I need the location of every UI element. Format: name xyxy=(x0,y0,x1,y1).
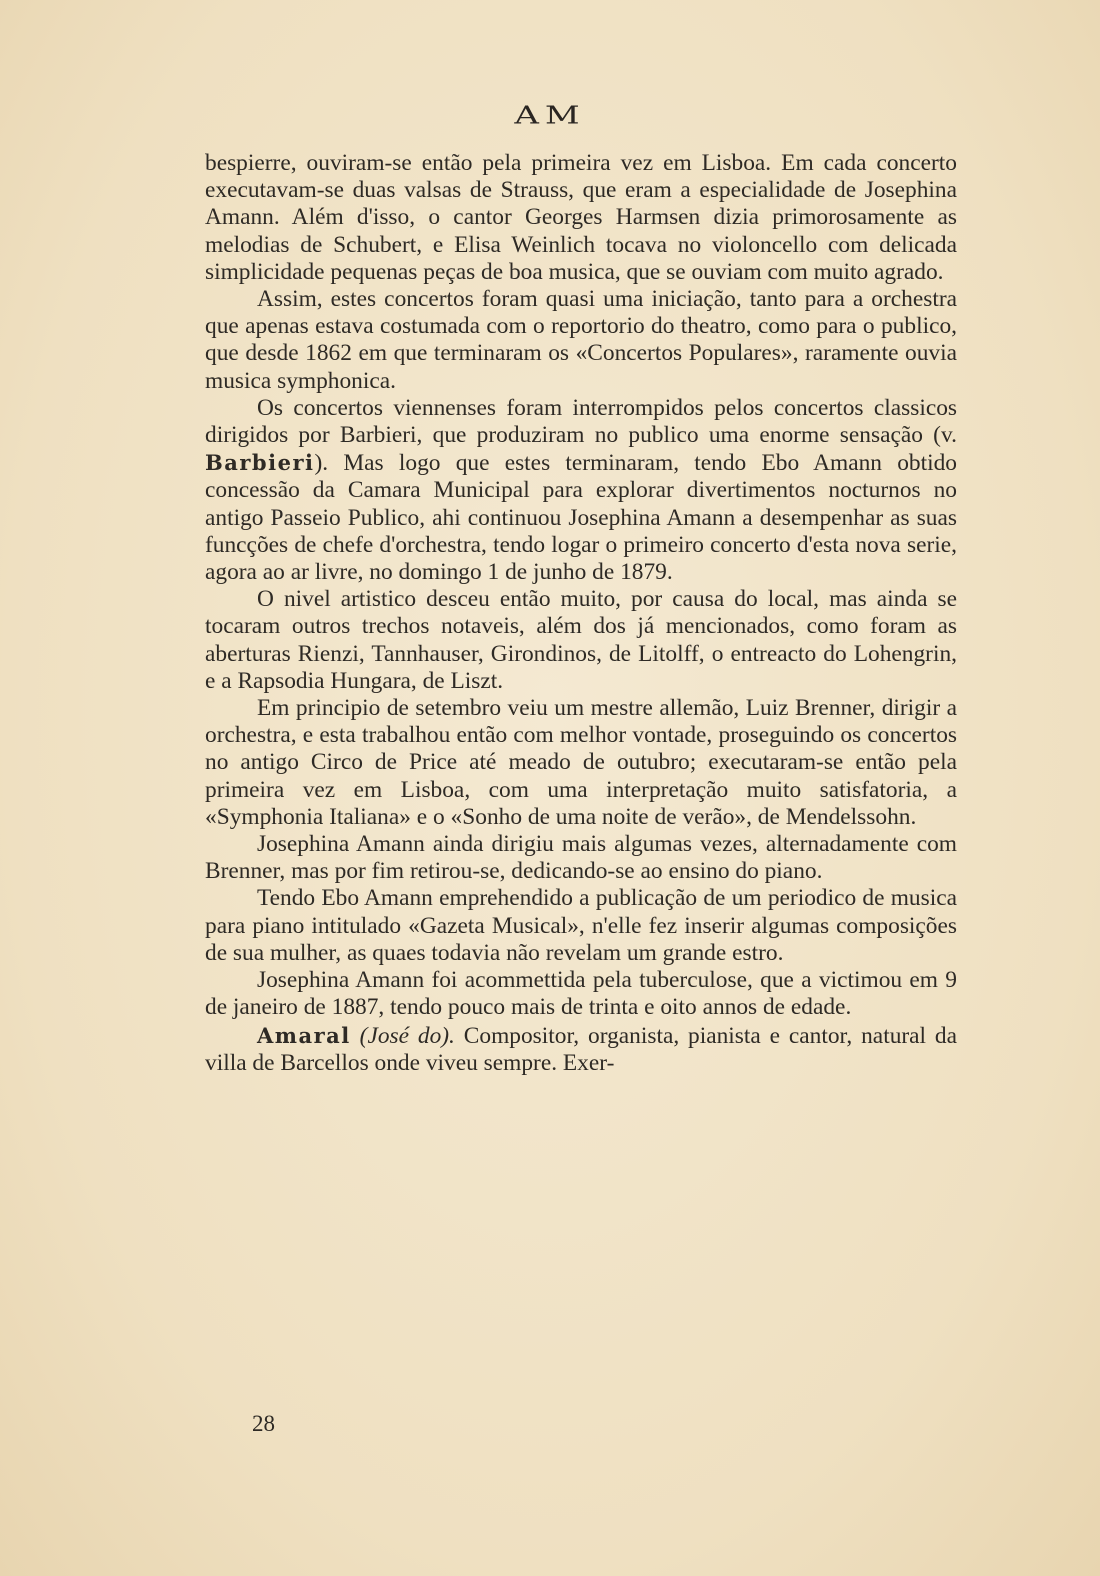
paragraph: Assim, estes concertos foram quasi uma iniciação, tanto para a orchestra que apenas estava costumada com o reportorio do theatro, como para o publico, que desde 1862 em que terminaram os «Concertos Populares», raramente ouvia musica symphonica. xyxy=(205,286,957,394)
entry-headword: Amaral xyxy=(257,1022,351,1048)
dictionary-entry xyxy=(205,1022,957,1077)
paragraph-continuation: bespierre, ouviram-se então pela primeira vez em Lisboa. Em cada concerto executavam-se duas valsas de Strauss, que eram a especialidade de Josephina Amann. Além d'isso, o cantor Georges Harmsen dizia primorosamente as melodias de Schubert, e Elisa Weinlich tocava no violoncello com delicada simplicidade pequenas peças de boa musica, que se ouviam com muito agrado. xyxy=(205,150,957,285)
body-text xyxy=(205,150,957,1077)
entry-text: Compositor, organista, pianista e cantor, natural da villa de Barcellos onde viveu sempre. Exer- xyxy=(205,1022,957,1076)
entry-qualifier: (José do). xyxy=(359,1022,455,1049)
paragraph xyxy=(205,395,957,586)
paragraph: Josephina Amann foi acommettida pela tuberculose, que a victimou em 9 de janeiro de 1887, tendo pouco mais de trinta e oito annos de edade. xyxy=(205,967,957,1021)
paragraph-text: Os concertos viennenses foram interrompidos pelos concertos classicos dirigidos por Barbieri, que produziram no publico uma enorme sensação (v. xyxy=(205,394,957,449)
cross-reference: Barbieri xyxy=(205,450,315,476)
paragraph: Tendo Ebo Amann emprehendido a publicação de um periodico de musica para piano intitulado «Gazeta Musical», n'elle fez inserir algumas composições de sua mulher, as quaes todavia não revelam um grande estro. xyxy=(205,885,957,966)
running-head: AM xyxy=(514,102,586,130)
paragraph-text: ). Mas logo que estes terminaram, tendo Ebo Amann obtido concessão da Camara Municipal para explorar divertimentos nocturnos no antigo Passeio Publico, ahi continuou Josephina Amann a desempenhar as suas funcções de chefe d'orchestra, tendo logar o primeiro concerto d'esta nova serie, agora ao ar livre, no domingo 1 de junho de 1879. xyxy=(205,450,957,586)
paragraph: Josephina Amann ainda dirigiu mais algumas vezes, alternadamente com Brenner, mas por fim retirou-se, dedicando-se ao ensino do piano. xyxy=(205,831,957,885)
paragraph: Em principio de setembro veiu um mestre allemão, Luiz Brenner, dirigir a orchestra, e esta trabalhou então com melhor vontade, proseguindo os concertos no antigo Circo de Price até meado de outubro; executaram-se então pela primeira vez em Lisboa, com uma interpretação muito satisfatoria, a «Symphonia Italiana» e o «Sonho de uma noite de verão», de Mendelssohn. xyxy=(205,695,957,830)
paragraph: O nivel artistico desceu então muito, por causa do local, mas ainda se tocaram outros trechos notaveis, além dos já mencionados, como foram as aberturas Rienzi, Tannhauser, Girondinos, de Litolff, o entreacto do Lohengrin, e a Rapsodia Hungara, de Liszt. xyxy=(205,586,957,694)
page-number: 28 xyxy=(252,1411,275,1436)
